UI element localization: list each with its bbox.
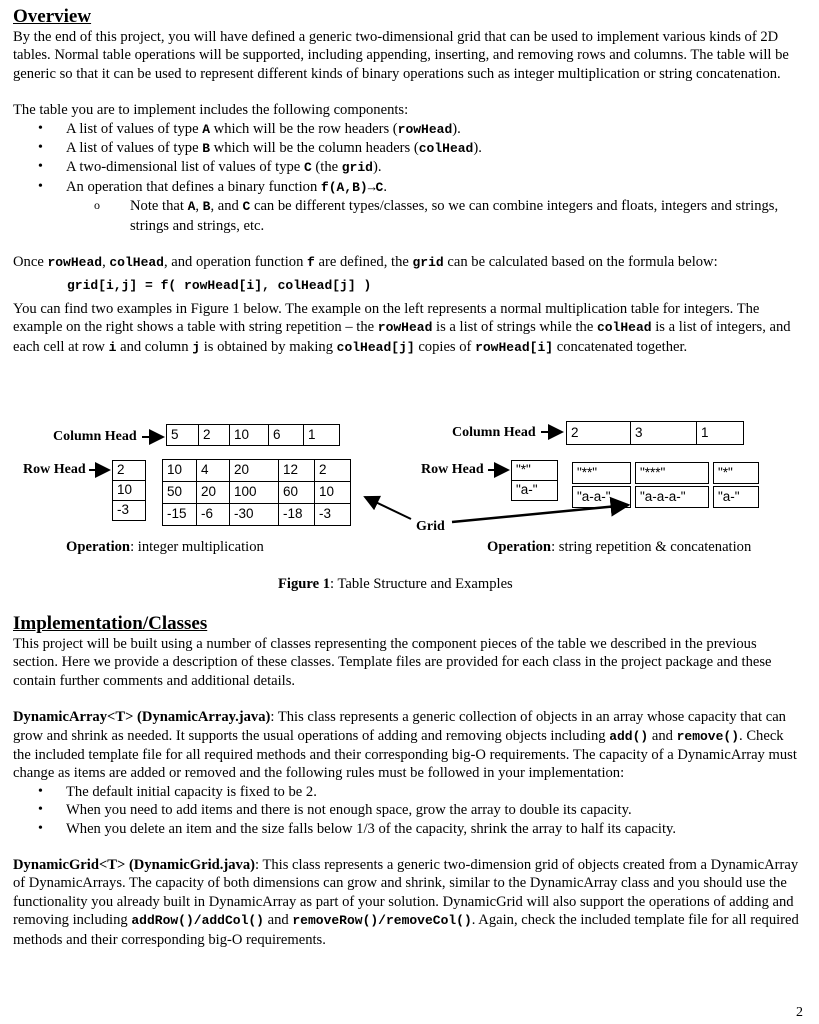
grid-cell: 60 (279, 482, 315, 504)
column-head-cell: 1 (304, 425, 340, 446)
left-operation-caption: Operation: integer multiplication (66, 539, 264, 555)
overview-intro: By the end of this project, you will have defined a generic two-dimensional grid that can be used to implement various kinds of 2D tables. Normal table operations will be supported, including appending, inserting, and removing rows and columns. The table will be generic so that it can be used to represent different kinds of binary operations such as integer multiplication or string concatenation. (13, 29, 789, 82)
component-item: • A two-dimensional list of values of type C (the grid). (13, 158, 803, 177)
grid-cell: 2 (315, 460, 351, 482)
grid-cell: -15 (163, 504, 197, 526)
row-head-cell: 2 (113, 461, 146, 481)
grid-cell: 4 (197, 460, 230, 482)
column-head-cell: 2 (567, 422, 631, 445)
column-head-cell: 1 (697, 422, 744, 445)
implementation-heading: Implementation/Classes (13, 613, 208, 634)
left-row-head-table (112, 460, 146, 521)
right-column-head-label: Column Head (452, 425, 536, 440)
figure-caption: Figure 1: Table Structure and Examples (278, 576, 513, 592)
examples-paragraph: You can find two examples in Figure 1 below. The example on the left represents a normal multiplication table for integers. The example on the right shows a table with string repetition – the rowHead is a list of strings while the colHead is a list of integers, and each cell at row i and column j is obtained by making colHead[j] copies of rowHead[i] concatenated together. (13, 300, 791, 355)
overview-heading: Overview (13, 6, 92, 27)
row-head-cell: -3 (113, 501, 146, 521)
column-head-cell: 5 (167, 425, 199, 446)
right-grid-table (568, 460, 763, 510)
grid-cell: -6 (197, 504, 230, 526)
grid-cell: "a-a-" (572, 486, 631, 508)
types-note: o Note that A, B, and C can be different types/classes, so we can combine integers and floats, integers and strings, strings and strings, etc. (13, 197, 803, 235)
grid-label: Grid (416, 519, 445, 534)
grid-formula: grid[i,j] = f( rowHead[i], colHead[j] ) (67, 278, 372, 294)
grid-cell: -30 (230, 504, 279, 526)
left-column-head-table (166, 424, 340, 446)
rule-item: • When you need to add items and there is not enough space, grow the array to double its capacity. (13, 801, 803, 819)
grid-cell: 50 (163, 482, 197, 504)
left-row-head-label: Row Head (23, 462, 86, 477)
grid-cell: 100 (230, 482, 279, 504)
dynamic-grid-paragraph: DynamicGrid<T> (DynamicGrid.java): This class represents a generic two-dimension grid of objects created from a DynamicArray of DynamicArrays. The capacity of both dimensions can grow and shrink, similar to the DynamicArray class and you should use the functionality you already built in DynamicArray as part of your solution. DynamicGrid will also support the operations of adding and removing including addRow()/addCol() and removeRow()/removeCol(). Again, check the included template file for all required methods and their corresponding big-O requirements. (13, 857, 799, 948)
components-lead: The table you are to implement includes the following components: (13, 102, 409, 119)
column-head-cell: 2 (199, 425, 230, 446)
implementation-section (13, 613, 803, 949)
row-head-cell: 10 (113, 481, 146, 501)
once-paragraph: Once rowHead, colHead, and operation function f are defined, the grid can be calculated based on the formula below: (13, 254, 718, 271)
grid-cell: "a-" (713, 486, 759, 508)
row-head-cell: "a-" (512, 481, 558, 501)
right-row-head-table (511, 460, 558, 501)
component-item: • A list of values of type B which will be the column headers (colHead). (13, 139, 803, 158)
left-grid-table (162, 459, 351, 526)
grid-cell: 10 (315, 482, 351, 504)
grid-cell: 10 (163, 460, 197, 482)
capacity-rules-list (13, 783, 803, 838)
grid-cell: "a-a-a-" (635, 486, 709, 508)
left-column-head-label: Column Head (53, 429, 137, 444)
right-column-head-table (566, 421, 744, 445)
component-item: • A list of values of type A which will be the row headers (rowHead). (13, 120, 803, 139)
page-number: 2 (796, 1005, 803, 1020)
grid-cell: 20 (197, 482, 230, 504)
grid-cell: "**" (572, 462, 631, 484)
grid-arrow-left (365, 497, 411, 519)
grid-cell: 12 (279, 460, 315, 482)
column-head-cell: 3 (631, 422, 697, 445)
rule-item: • When you delete an item and the size falls below 1/3 of the capacity, shrink the array to half its capacity. (13, 820, 803, 838)
rule-item: • The default initial capacity is fixed to be 2. (13, 783, 803, 801)
dynamic-array-paragraph: DynamicArray<T> (DynamicArray.java): This class represents a generic collection of objects in an array whose capacity that can grow and shrink as needed. It supports the usual operations of adding and removing objects including add() and remove(). Check the included template file for all required methods and their corresponding big-O requirements. The capacity of a DynamicArray must change as items are added or removed and the following rules must be followed in your implementation: (13, 709, 797, 782)
grid-cell: "***" (635, 462, 709, 484)
grid-cell: "*" (713, 462, 759, 484)
grid-cell: -18 (279, 504, 315, 526)
right-row-head-label: Row Head (421, 462, 484, 477)
column-head-cell: 6 (269, 425, 304, 446)
component-item: • An operation that defines a binary function f(A,B)→C. (13, 178, 803, 197)
grid-cell: -3 (315, 504, 351, 526)
right-operation-caption: Operation: string repetition & concatenation (487, 539, 752, 555)
implementation-intro: This project will be built using a number of classes representing the component pieces of the table we described in the previous section. Here we provide a description of these classes. Template files are provided for each class in the project package and these contain further comments and additional details. (13, 636, 772, 689)
column-head-cell: 10 (230, 425, 269, 446)
row-head-cell: "*" (512, 461, 558, 481)
grid-cell: 20 (230, 460, 279, 482)
